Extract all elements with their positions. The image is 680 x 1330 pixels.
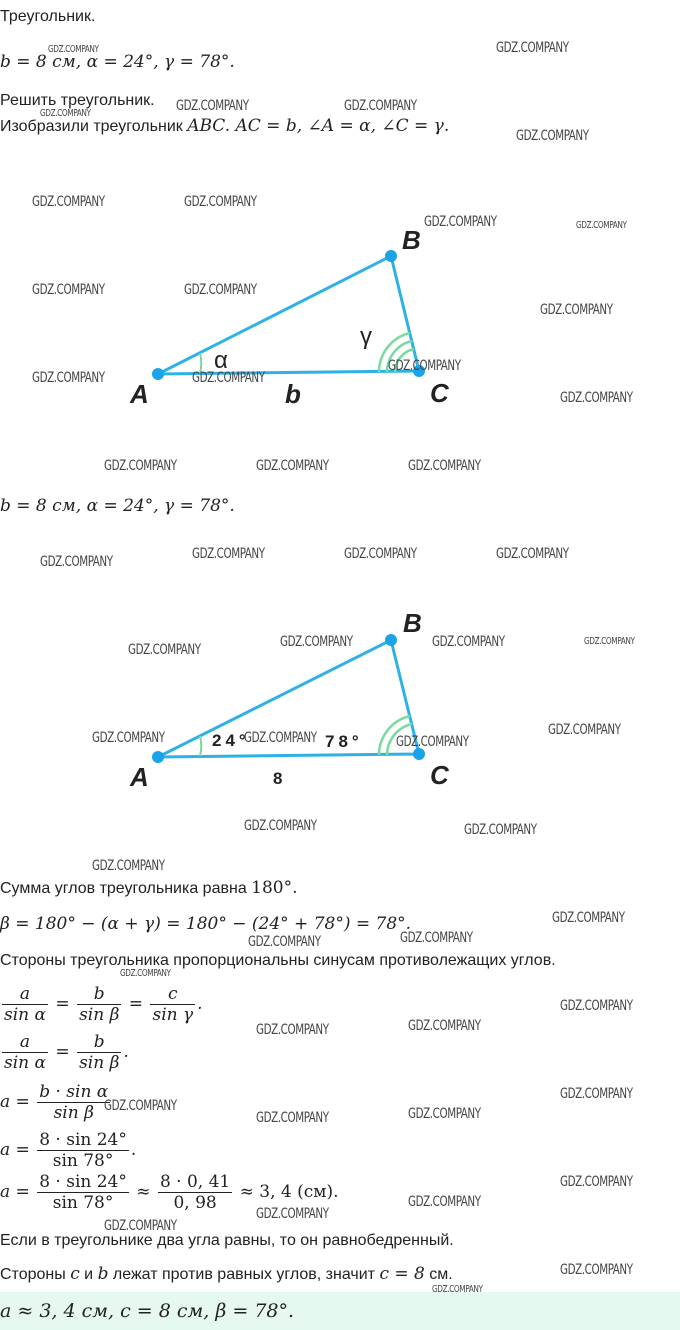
vertex-b-2 bbox=[385, 634, 397, 646]
vertex-a bbox=[152, 368, 164, 380]
eq-ratio-full: $\frac{a}{\text{sin α}}$ = $\frac{b}{\text{sin β}}$ = $\frac{c}{\text{sin γ}}$ . bbox=[4, 984, 203, 1025]
triangle-1-sides bbox=[158, 256, 419, 374]
watermark: GDZ.COMPANY bbox=[280, 634, 353, 650]
label-b-2: B bbox=[403, 608, 422, 638]
watermark: GDZ.COMPANY bbox=[40, 554, 113, 570]
watermark: GDZ.COMPANY bbox=[560, 1086, 633, 1102]
watermark: GDZ.COMPANY bbox=[540, 302, 613, 318]
watermark: GDZ.COMPANY bbox=[104, 1218, 177, 1234]
angle-a-arc bbox=[200, 736, 201, 756]
watermark: GDZ.COMPANY bbox=[560, 1262, 633, 1278]
watermark: GDZ.COMPANY bbox=[256, 1110, 329, 1126]
watermark: GDZ.COMPANY bbox=[548, 722, 621, 738]
watermark: GDZ.COMPANY bbox=[516, 128, 589, 144]
answer-line: a ≈ 3, 4 см, c = 8 см, β = 78°. bbox=[0, 1300, 295, 1322]
watermark: GDZ.COMPANY bbox=[560, 390, 633, 406]
sides-prefix: Стороны bbox=[0, 1266, 66, 1283]
label-a-2: A bbox=[130, 762, 149, 792]
label-a: A bbox=[130, 379, 149, 409]
eq4-num: 8 · sin 24° bbox=[39, 1130, 127, 1150]
watermark: GDZ.COMPANY bbox=[408, 1194, 481, 1210]
watermark: GDZ.COMPANY bbox=[560, 998, 633, 1014]
law-text: Стороны треугольника пропорциональны синусам противолежащих углов. bbox=[0, 952, 556, 969]
task-line: Решить треугольник. bbox=[0, 92, 155, 109]
label-c-2: C bbox=[430, 760, 449, 790]
eq5-den-1: sin 78° bbox=[37, 1192, 129, 1213]
construct-prefix: Изобразили треугольник bbox=[0, 118, 183, 135]
watermark: GDZ.COMPANY bbox=[256, 1022, 329, 1038]
triangle-figure-2 bbox=[0, 590, 680, 800]
watermark: GDZ.COMPANY bbox=[552, 910, 625, 926]
watermark: GDZ.COMPANY bbox=[92, 858, 165, 874]
label-b: B bbox=[402, 225, 421, 255]
watermark: GDZ.COMPANY bbox=[32, 282, 105, 298]
watermark: GDZ.COMPANY bbox=[192, 370, 265, 386]
eq2-num-2: b bbox=[93, 1032, 105, 1052]
watermark: GDZ.COMPANY bbox=[128, 642, 201, 658]
eq4-lhs: a = bbox=[0, 1140, 30, 1160]
watermark: GDZ.COMPANY bbox=[32, 194, 105, 210]
eq5-den-2: 0, 98 bbox=[158, 1192, 232, 1213]
watermark: GDZ.COMPANY bbox=[464, 822, 537, 838]
watermark: GDZ.COMPANY bbox=[92, 730, 165, 746]
angle-sum-value: 180°. bbox=[251, 878, 298, 898]
eq2-num-1: a bbox=[19, 1032, 31, 1052]
vertex-a-2 bbox=[152, 751, 164, 763]
watermark: GDZ.COMPANY bbox=[400, 930, 473, 946]
label-side-b: b bbox=[285, 379, 301, 409]
eq3-num: b · sin α bbox=[39, 1082, 109, 1102]
watermark: GDZ.COMPANY bbox=[388, 358, 461, 374]
watermark: GDZ.COMPANY bbox=[244, 730, 317, 746]
eq5-num-2: 8 · 0, 41 bbox=[159, 1172, 231, 1192]
watermark: GDZ.COMPANY bbox=[344, 546, 417, 562]
eq1-num-1: a bbox=[19, 984, 31, 1004]
sides-and: и bbox=[84, 1266, 94, 1283]
construct-line bbox=[0, 116, 449, 136]
sides-c: c bbox=[70, 1264, 80, 1284]
label-angle-24: 24° bbox=[212, 731, 250, 750]
eq-a-substituted: a = $\frac{8 \cdot \sin 24^\circ}{\sin 78^\circ}$ . bbox=[0, 1130, 137, 1171]
watermark: GDZ.COMPANY bbox=[432, 634, 505, 650]
watermark: GDZ.COMPANY bbox=[248, 934, 321, 950]
eq5-tail: ≈ 3, 4 (см). bbox=[239, 1182, 339, 1202]
construct-math: ABC. AC = b, ∠A = α, ∠C = γ. bbox=[187, 116, 450, 136]
isosceles-text: Если в треугольнике два угла равны, то он равнобедренный. bbox=[0, 1232, 454, 1249]
eq1-den-2: sin β bbox=[79, 1005, 120, 1025]
sides-line bbox=[0, 1264, 453, 1284]
label-gamma: γ bbox=[360, 323, 372, 350]
label-c: C bbox=[430, 378, 449, 408]
sides-mid: лежат против равных углов, значит bbox=[112, 1266, 375, 1283]
triangle-1 bbox=[129, 225, 450, 409]
watermark: GDZ.COMPANY bbox=[396, 734, 469, 750]
eq5-lhs: a = bbox=[0, 1182, 30, 1202]
angle-sum-line bbox=[0, 878, 298, 898]
given-line-2: b = 8 см, α = 24°, γ = 78°. bbox=[0, 496, 235, 516]
watermark: GDZ.COMPANY bbox=[120, 968, 171, 979]
watermark: GDZ.COMPANY bbox=[576, 220, 627, 231]
eq-a-formula bbox=[0, 1082, 112, 1123]
eq-ratio-short: $\frac{a}{\text{sin α}}$ = $\frac{b}{\text{sin β}}$ . bbox=[4, 1032, 129, 1073]
watermark: GDZ.COMPANY bbox=[40, 108, 91, 119]
watermark: GDZ.COMPANY bbox=[496, 546, 569, 562]
eq5-num-1: 8 · sin 24° bbox=[39, 1172, 127, 1192]
watermark: GDZ.COMPANY bbox=[560, 1174, 633, 1190]
eq1-num-3: c bbox=[168, 984, 178, 1004]
eq4-den: sin 78° bbox=[37, 1150, 129, 1171]
watermark: GDZ.COMPANY bbox=[584, 636, 635, 647]
eq2-den-2: sin β bbox=[79, 1053, 120, 1073]
heading: Треугольник. bbox=[0, 8, 96, 25]
watermark: GDZ.COMPANY bbox=[244, 818, 317, 834]
label-side-8: 8 bbox=[273, 769, 283, 788]
watermark: GDZ.COMPANY bbox=[344, 98, 417, 114]
watermark: GDZ.COMPANY bbox=[408, 1106, 481, 1122]
vertex-b bbox=[385, 250, 397, 262]
label-angle-78: 78° bbox=[325, 732, 363, 751]
watermark: GDZ.COMPANY bbox=[32, 370, 105, 386]
watermark: GDZ.COMPANY bbox=[432, 1284, 483, 1295]
eq1-den-3: sin γ bbox=[152, 1005, 194, 1025]
watermark: GDZ.COMPANY bbox=[176, 98, 249, 114]
eq2-den-1: sin α bbox=[4, 1053, 46, 1073]
eq1-num-2: b bbox=[93, 984, 105, 1004]
watermark: GDZ.COMPANY bbox=[104, 1098, 177, 1114]
beta-line: β = 180° − (α + γ) = 180° − (24° + 78°) = 78°. bbox=[0, 914, 412, 934]
watermark: GDZ.COMPANY bbox=[184, 282, 257, 298]
sides-c-eq: c = 8 bbox=[379, 1264, 425, 1284]
eq3-den: sin β bbox=[37, 1102, 110, 1123]
eq1-den-1: sin α bbox=[4, 1005, 46, 1025]
watermark: GDZ.COMPANY bbox=[496, 40, 569, 56]
watermark: GDZ.COMPANY bbox=[48, 44, 99, 55]
watermark: GDZ.COMPANY bbox=[184, 194, 257, 210]
watermark: GDZ.COMPANY bbox=[256, 458, 329, 474]
watermark: GDZ.COMPANY bbox=[192, 546, 265, 562]
sides-b: b bbox=[97, 1264, 109, 1284]
angle-sum-text: Сумма углов треугольника равна bbox=[0, 880, 247, 897]
sides-unit: см. bbox=[429, 1266, 453, 1283]
eq-a-result: a = $\frac{8 \cdot \sin 24^\circ}{\sin 78^\circ}$ ≈ $\frac{8 \cdot 0, 41}{0, 98}$ ≈ 3, 4 (см). bbox=[0, 1172, 339, 1213]
eq3-lhs: a = bbox=[0, 1092, 30, 1112]
watermark: GDZ.COMPANY bbox=[104, 458, 177, 474]
watermark: GDZ.COMPANY bbox=[408, 458, 481, 474]
watermark: GDZ.COMPANY bbox=[424, 214, 497, 230]
watermark: GDZ.COMPANY bbox=[408, 1018, 481, 1034]
label-alpha: α bbox=[214, 347, 228, 374]
watermark: GDZ.COMPANY bbox=[256, 1206, 329, 1222]
given-line: b = 8 см, α = 24°, γ = 78°. bbox=[0, 52, 235, 72]
